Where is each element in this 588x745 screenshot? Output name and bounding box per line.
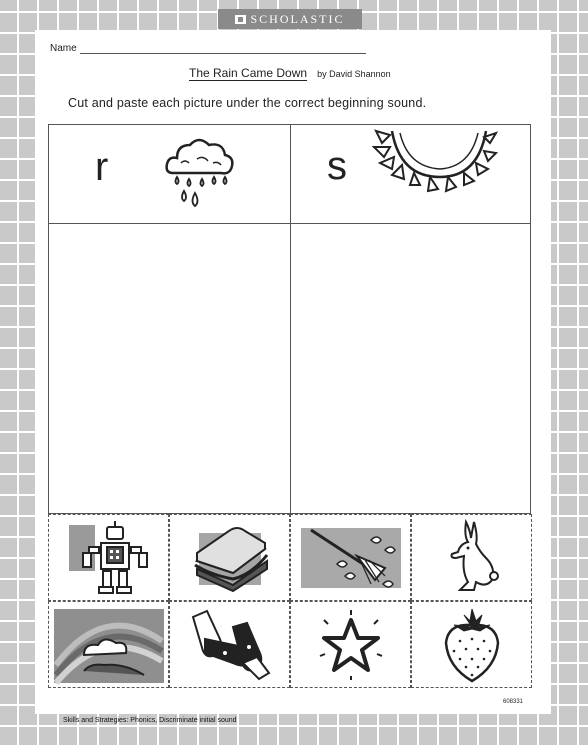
rake-icon <box>301 520 401 596</box>
instructions: Cut and paste each picture under the correct beginning sound. <box>68 96 427 110</box>
rabbit-icon <box>442 518 502 598</box>
name-label: Name <box>50 43 77 54</box>
name-row <box>50 43 366 54</box>
picture-card-rabbit[interactable] <box>411 514 532 601</box>
byline: by David Shannon <box>317 69 391 79</box>
star-icon <box>316 610 386 680</box>
name-line <box>80 45 366 54</box>
column-divider <box>290 125 291 513</box>
strawberry-icon <box>440 605 504 685</box>
sandwich-icon <box>185 523 275 593</box>
worksheet-title: The Rain Came Down <box>189 66 308 80</box>
rain-cloud-icon <box>163 133 235 218</box>
worksheet-code: 608331 <box>503 699 524 705</box>
letter-r-header: r <box>95 145 109 189</box>
picture-card-rake[interactable] <box>290 514 411 601</box>
brand-text: SCHOLASTIC <box>250 11 345 26</box>
sun-icon <box>370 125 500 202</box>
title-row <box>189 66 391 80</box>
letter-s-header: s <box>327 144 347 188</box>
worksheet <box>35 30 551 714</box>
picture-card-star[interactable] <box>290 601 411 688</box>
header-divider <box>49 223 530 224</box>
book-logo-icon <box>235 15 246 24</box>
picture-card-sandwich[interactable] <box>169 514 290 601</box>
sorting-grid <box>48 124 531 514</box>
socks-icon <box>185 607 275 683</box>
footer-skills: Skills and Strategies: Phonics, Discriminate initial sound <box>63 717 237 724</box>
robot-icon <box>69 519 149 597</box>
picture-card-rainbow[interactable] <box>48 601 169 688</box>
scholastic-logo <box>218 9 362 29</box>
rainbow-icon <box>54 605 164 685</box>
picture-card-strawberry[interactable] <box>411 601 532 688</box>
picture-card-socks[interactable] <box>169 601 290 688</box>
picture-card-robot[interactable] <box>48 514 169 601</box>
picture-cards <box>48 514 531 688</box>
